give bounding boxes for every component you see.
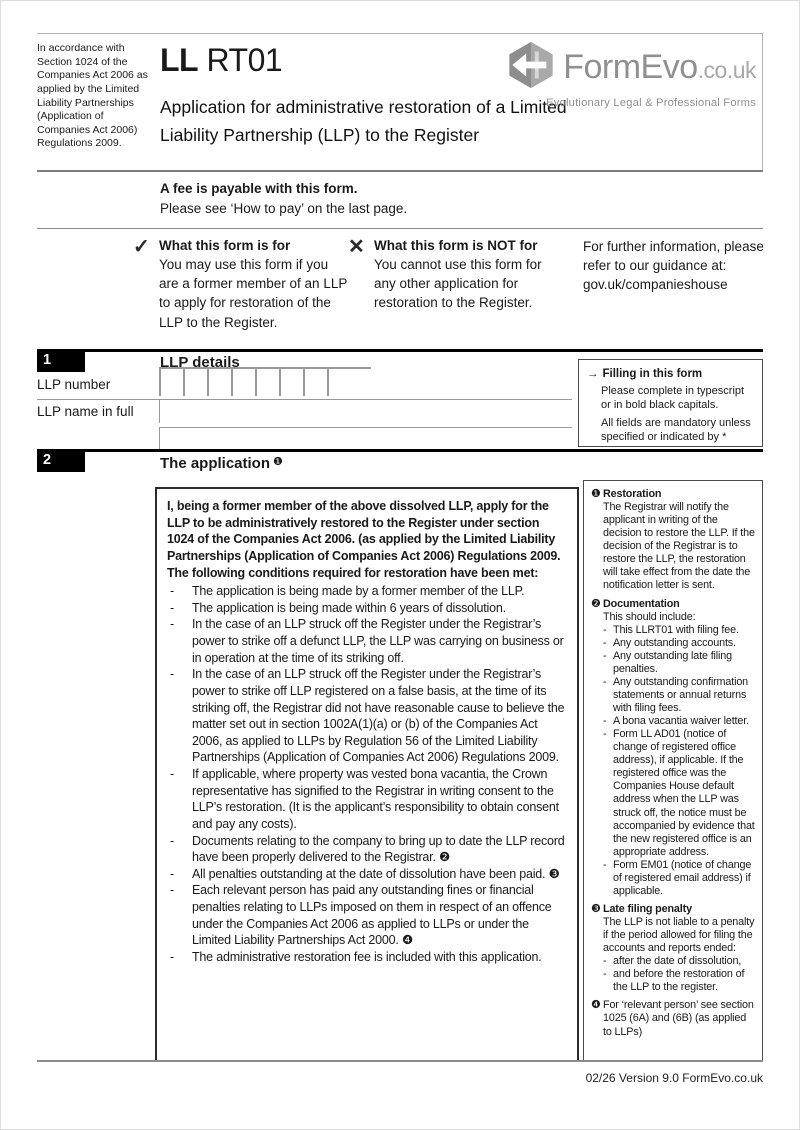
llp-number-box[interactable] bbox=[183, 367, 207, 396]
note-bullet: - A bona vacantia waiver letter. bbox=[603, 715, 756, 728]
condition-item: - In the case of an LLP struck off the Register under the Registrar’s power to strike off LLP registered on a false basis, at the time of its striking off, the Registrar did not have reasonable cause to believe the matter set out in section 1002A(1)(a) or (b) of the Companies Act 2006, as applied to LLPs by Regulation 56 of the Limited Liability Partnerships (Application of Companies Act 2006) Regulations 2009. bbox=[167, 666, 565, 766]
fee-bottom-rule bbox=[37, 228, 763, 229]
condition-item: - If applicable, where property was vested bona vacantia, the Crown representative has signified to the Registrar in writing consent to the LLP’s restoration. (It is the applicant’s responsibility to obtain consent and pay any costs). bbox=[167, 766, 565, 833]
note-restoration: ❶ Restoration The Registrar will notify the applicant in writing of the decision to restore the LLP. If the decision of the Registrar is to restore the LLP, the restoration will take effect from the date the notification letter is sent. bbox=[591, 488, 755, 592]
note-bullet: - This LLRT01 with filing fee. bbox=[603, 624, 756, 637]
formevo-logo bbox=[506, 40, 756, 109]
condition-item: - Documents relating to the company to bring up to date the LLP record have been properly delivered to the Registrar. ❷ bbox=[167, 833, 565, 866]
note-bullet: - after the date of dissolution, bbox=[603, 955, 756, 968]
fee-notice bbox=[160, 179, 407, 220]
llp-number-box[interactable] bbox=[255, 367, 279, 396]
side-notes bbox=[583, 480, 763, 1060]
for-heading: What this form is for bbox=[159, 238, 291, 253]
filling-note-para1: Please complete in typescript or in bold black capitals. bbox=[601, 385, 745, 412]
version-footer: 02/26 Version 9.0 FormEvo.co.uk bbox=[585, 1071, 763, 1085]
footnote-2-marker: ❷ bbox=[591, 597, 601, 610]
section1-badge: 1 bbox=[37, 349, 85, 372]
fee-top-rule bbox=[37, 170, 763, 172]
for-body: You may use this form if you are a former member of an LLP to apply for restoration of the LLP to the Register. bbox=[159, 257, 348, 330]
note-late-filing-penalty: ❸ Late filing penalty The LLP is not liable to a penalty if the period allowed for filing the accounts and reports ended: - after the date of dissolution, - and before the restoration of the LLP to the register. bbox=[591, 903, 756, 994]
footnote-3-marker: ❸ bbox=[591, 902, 601, 915]
note-bullet: - Form LL AD01 (notice of change of registered office address), if applicable. If the registered office was the Companies House default address when the LLP was struck off, the notice must be accompanied by evidence that the new registered office is an appropriate address. bbox=[603, 728, 756, 859]
fee-notice-bold: A fee is payable with this form. bbox=[160, 181, 358, 196]
note-bullet: - Any outstanding accounts. bbox=[603, 637, 756, 650]
llp-number-box[interactable] bbox=[159, 367, 183, 396]
section1-rule bbox=[37, 349, 763, 352]
application-statement-box bbox=[155, 487, 579, 1060]
section2-badge: 2 bbox=[37, 449, 85, 472]
masthead-right-rule bbox=[762, 33, 763, 171]
llp-number-box[interactable] bbox=[207, 367, 231, 396]
application-statement: I, being a former member of the above dissolved LLP, apply for the LLP to be administratively restored to the Register under section 1024 of the Companies Act 2006. (as applied by the Limited Liability Partnerships (Application of Companies Act 2006) Regulations 2009. The following conditions required for restoration have been met: bbox=[167, 499, 561, 580]
note-bullet: - Form EM01 (notice of change of registered email address) if applicable. bbox=[603, 859, 756, 898]
filling-note-para2: All fields are mandatory unless specified or indicated by * bbox=[601, 416, 751, 443]
condition-item: - The application is being made within 6 years of dissolution. bbox=[167, 600, 565, 617]
note-documentation: ❷ Documentation This should include: - This LLRT01 with filing fee. - Any outstanding accounts. - Any outstanding late filing penalties. - Any outstanding confirmation statements or annual returns with filing fees. - A bona vacantia waiver letter. - Form LL AD01 (notice of change of registered office address), if applicable. If the registered office was the Companies House default address when the LLP was struck off, the notice must be accompanied by evidence that the new registered office is an appropriate address. - Form EM01 (notice of change of registered email address) if applicable. bbox=[591, 598, 756, 898]
llp-number-box[interactable] bbox=[231, 367, 255, 396]
filling-in-note bbox=[578, 359, 763, 447]
arrow-right-icon: → bbox=[587, 368, 599, 380]
form-title: Application for administrative restoration of a Limited Liability Partnership (LLP) to the Register bbox=[160, 97, 567, 145]
guidance-text: For further information, please refer to our guidance at: bbox=[583, 239, 764, 274]
llp-name-input-line-1[interactable] bbox=[159, 400, 572, 423]
logo-domain-suffix: .co.uk bbox=[697, 57, 756, 83]
check-icon: ✓ bbox=[133, 236, 150, 258]
llp-number-box[interactable] bbox=[279, 367, 303, 396]
llp-name-label: LLP name in full bbox=[37, 404, 134, 419]
llp-name-input-line-2[interactable] bbox=[159, 427, 572, 449]
what-form-is-not-for bbox=[348, 236, 566, 313]
footnote-1-marker: ❶ bbox=[591, 488, 601, 500]
llp-number-box-tail bbox=[351, 367, 371, 396]
condition-item: - The application is being made by a former member of the LLP. bbox=[167, 583, 565, 600]
form-code-suffix: RT01 bbox=[198, 42, 283, 78]
note-bullet: - Any outstanding confirmation statements or annual returns with filing fees. bbox=[603, 676, 756, 715]
condition-item: - In the case of an LLP struck off the Register under the Registrar’s power to strike off a defunct LLP, the LLP was carrying on business or in operation at the time of its striking off. bbox=[167, 616, 565, 666]
compliance-note: In accordance with Section 1024 of the Companies Act 2006 as applied by the Limited Liability Partnerships (Application of Companies Act 2006) Regulations 2009. bbox=[37, 42, 148, 150]
section2-title: The application $^❶$ bbox=[160, 455, 283, 472]
further-information bbox=[583, 237, 765, 294]
note-relevant-person: ❹ For ‘relevant person’ see section 1025 (6A) and (6B) (as applied to LLPs) bbox=[591, 999, 754, 1038]
formevo-hexagon-icon bbox=[506, 40, 556, 95]
not-for-heading: What this form is NOT for bbox=[374, 238, 538, 253]
logo-tagline: Evolutionary Legal & Professional Forms bbox=[546, 97, 756, 109]
llp-number-field bbox=[159, 367, 371, 396]
section2-rule bbox=[37, 449, 763, 452]
footnote-1-marker: ❶ bbox=[273, 456, 283, 468]
llp-number-box[interactable] bbox=[327, 367, 351, 396]
section1-title: LLP details bbox=[160, 354, 240, 371]
condition-item: - Each relevant person has paid any outstanding fines or financial penalties relating to LLPs imposed on them in respect of an offence under the Companies Act 2006 as applied to LLPs or under the Limited Liability Partnerships Act 2000. ❹ bbox=[167, 882, 565, 949]
llp-number-label: LLP number bbox=[37, 377, 111, 392]
logo-wordmark: FormEvo.co.uk bbox=[563, 48, 756, 86]
cross-icon: ✕ bbox=[348, 236, 365, 258]
condition-item: - The administrative restoration fee is included with this application. bbox=[167, 949, 565, 966]
form-code bbox=[160, 42, 282, 79]
form-code-prefix: LL bbox=[160, 42, 199, 78]
bottom-rule bbox=[37, 1060, 763, 1062]
fee-notice-detail: Please see ‘How to pay’ on the last page. bbox=[160, 201, 408, 217]
llp-number-box[interactable] bbox=[303, 367, 327, 396]
note-bullet: - and before the restoration of the LLP to the register. bbox=[603, 968, 756, 994]
footnote-4-marker: ❹ bbox=[591, 999, 601, 1012]
not-for-body: You cannot use this form for any other application for restoration to the Register. bbox=[374, 257, 542, 311]
condition-item: - All penalties outstanding at the date of dissolution have been paid. ❸ bbox=[167, 866, 565, 883]
masthead-top-rule bbox=[37, 33, 763, 34]
filling-note-heading: Filling in this form bbox=[602, 368, 703, 380]
what-form-is-for bbox=[133, 236, 351, 332]
guidance-url: gov.uk/companieshouse bbox=[583, 277, 728, 293]
note-bullet: - Any outstanding late filing penalties. bbox=[603, 650, 756, 676]
